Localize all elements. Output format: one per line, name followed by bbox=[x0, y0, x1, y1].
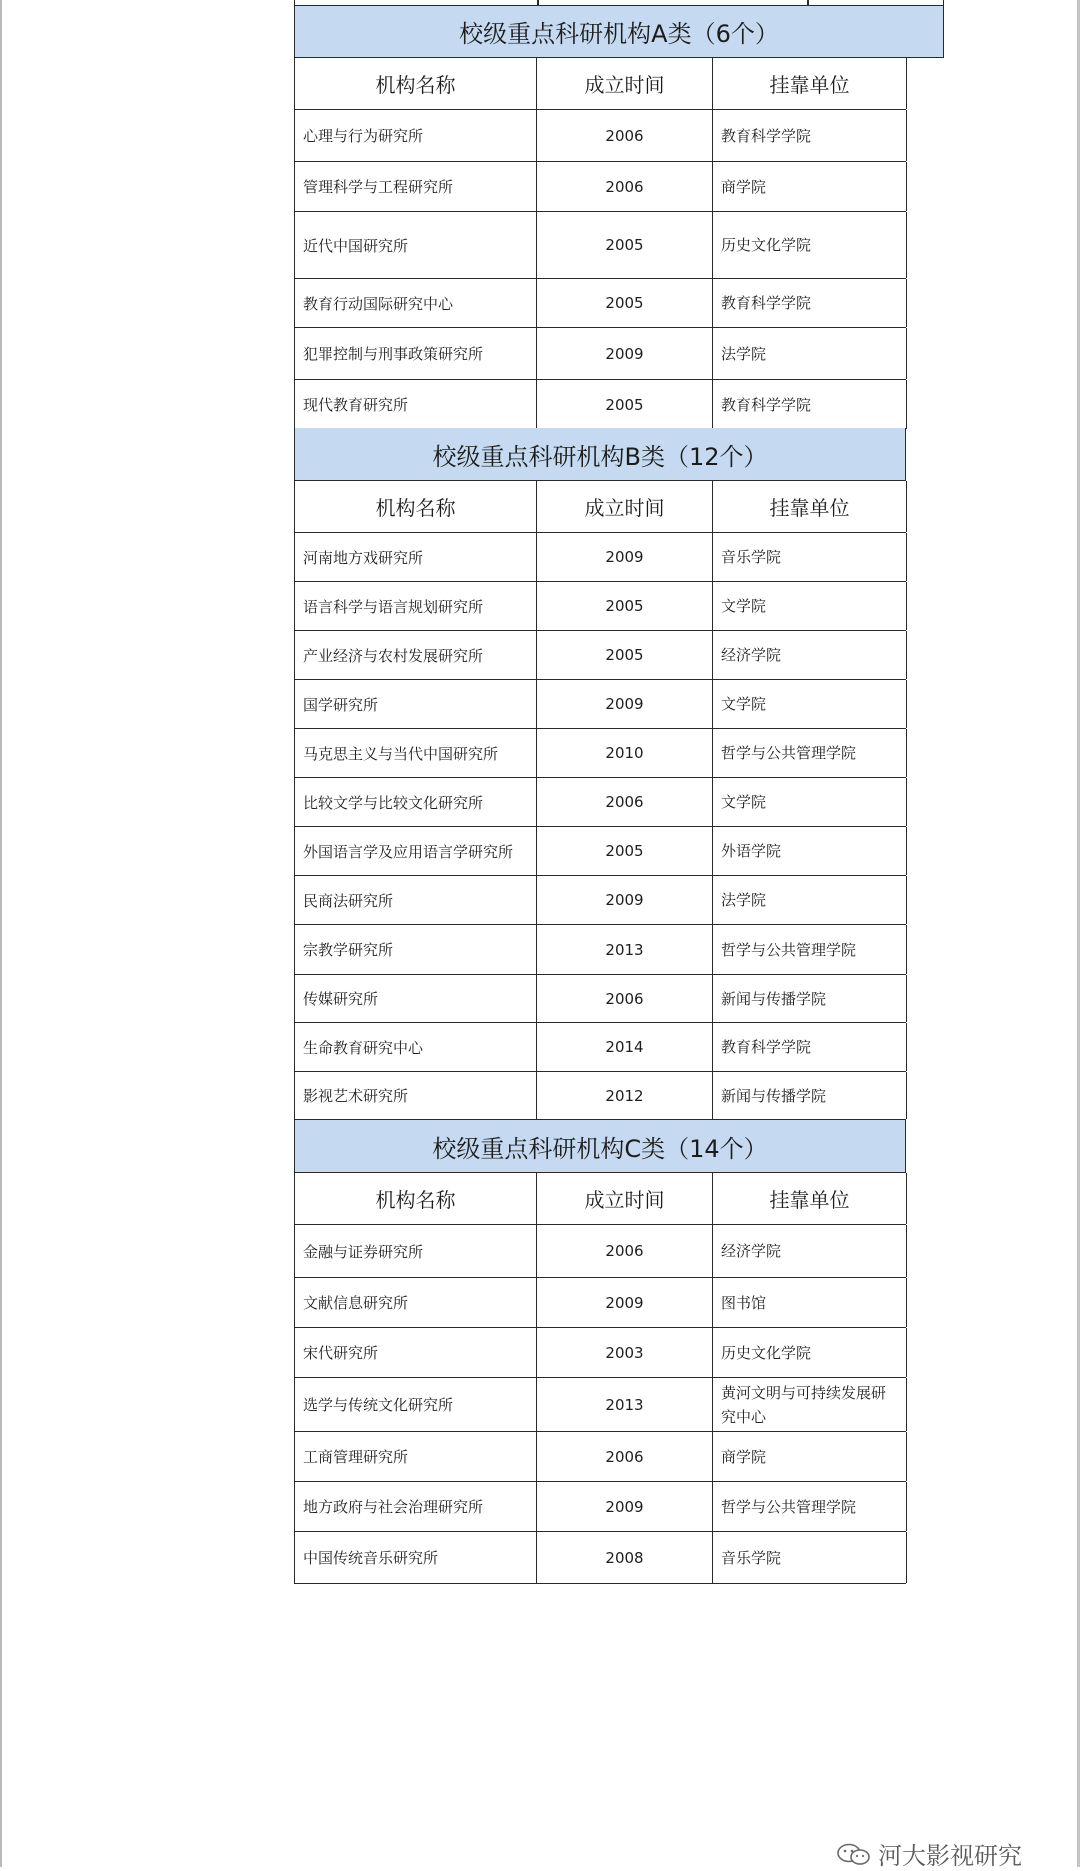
affiliated-unit: 历史文化学院 bbox=[713, 212, 907, 278]
affiliated-unit: 图书馆 bbox=[713, 1278, 907, 1327]
institute-name: 中国传统音乐研究所 bbox=[295, 1532, 537, 1583]
affiliated-unit: 法学院 bbox=[713, 328, 907, 379]
affiliated-unit: 法学院 bbox=[713, 876, 907, 924]
affiliated-unit: 教育科学学院 bbox=[713, 380, 907, 429]
institute-name: 文献信息研究所 bbox=[295, 1278, 537, 1327]
table-row bbox=[294, 1482, 906, 1532]
section-title: 校级重点科研机构B类（12个） bbox=[294, 428, 906, 481]
header-year: 成立时间 bbox=[537, 481, 713, 532]
institute-name: 国学研究所 bbox=[295, 680, 537, 728]
table-row bbox=[294, 1432, 906, 1482]
institute-name: 产业经济与农村发展研究所 bbox=[295, 631, 537, 679]
founded-year: 2009 bbox=[537, 1482, 713, 1531]
affiliated-unit: 音乐学院 bbox=[713, 1532, 907, 1583]
affiliated-unit: 教育科学学院 bbox=[713, 279, 907, 327]
founded-year: 2006 bbox=[537, 110, 713, 161]
institute-name: 近代中国研究所 bbox=[295, 212, 537, 278]
founded-year: 2006 bbox=[537, 1225, 713, 1277]
founded-year: 2009 bbox=[537, 680, 713, 728]
affiliated-unit: 文学院 bbox=[713, 582, 907, 630]
affiliated-unit: 哲学与公共管理学院 bbox=[713, 729, 907, 777]
table-row bbox=[294, 1278, 906, 1328]
founded-year: 2009 bbox=[537, 533, 713, 581]
affiliated-unit: 历史文化学院 bbox=[713, 1328, 907, 1377]
founded-year: 2006 bbox=[537, 975, 713, 1022]
institute-name: 生命教育研究中心 bbox=[295, 1023, 537, 1071]
institute-name: 金融与证券研究所 bbox=[295, 1225, 537, 1277]
institute-name: 宋代研究所 bbox=[295, 1328, 537, 1377]
founded-year: 2009 bbox=[537, 876, 713, 924]
table-row bbox=[294, 582, 906, 631]
institute-name: 外国语言学及应用语言学研究所 bbox=[295, 827, 537, 875]
founded-year: 2005 bbox=[537, 380, 713, 429]
table-row bbox=[294, 162, 906, 212]
table-row bbox=[294, 1225, 906, 1278]
table-row bbox=[294, 533, 906, 582]
watermark bbox=[836, 1836, 1022, 1871]
founded-year: 2013 bbox=[537, 925, 713, 974]
affiliated-unit: 音乐学院 bbox=[713, 533, 907, 581]
table-row bbox=[294, 1378, 906, 1432]
founded-year: 2003 bbox=[537, 1328, 713, 1377]
affiliated-unit: 经济学院 bbox=[713, 1225, 907, 1277]
affiliated-unit: 文学院 bbox=[713, 680, 907, 728]
institute-name: 传媒研究所 bbox=[295, 975, 537, 1022]
table-row bbox=[294, 1072, 906, 1120]
founded-year: 2010 bbox=[537, 729, 713, 777]
institute-name: 比较文学与比较文化研究所 bbox=[295, 778, 537, 826]
watermark-text: 河大影视研究 bbox=[878, 1842, 1022, 1870]
table-row bbox=[294, 680, 906, 729]
table-row bbox=[294, 380, 906, 430]
founded-year: 2014 bbox=[537, 1023, 713, 1071]
page-left-edge bbox=[0, 0, 2, 1867]
column-header-row bbox=[294, 481, 906, 533]
table-row bbox=[294, 925, 906, 975]
affiliated-unit: 商学院 bbox=[713, 1432, 907, 1481]
header-year: 成立时间 bbox=[537, 1173, 713, 1224]
table-row bbox=[294, 876, 906, 925]
founded-year: 2005 bbox=[537, 212, 713, 278]
wechat-icon bbox=[836, 1842, 872, 1866]
founded-year: 2006 bbox=[537, 778, 713, 826]
institute-name: 地方政府与社会治理研究所 bbox=[295, 1482, 537, 1531]
institute-name: 民商法研究所 bbox=[295, 876, 537, 924]
table-row bbox=[294, 328, 906, 380]
founded-year: 2008 bbox=[537, 1532, 713, 1583]
affiliated-unit: 文学院 bbox=[713, 778, 907, 826]
affiliated-unit: 经济学院 bbox=[713, 631, 907, 679]
affiliated-unit: 外语学院 bbox=[713, 827, 907, 875]
affiliated-unit: 商学院 bbox=[713, 162, 907, 211]
header-year: 成立时间 bbox=[537, 58, 713, 109]
affiliated-unit: 新闻与传播学院 bbox=[713, 975, 907, 1022]
header-unit: 挂靠单位 bbox=[713, 1173, 907, 1224]
institute-name: 管理科学与工程研究所 bbox=[295, 162, 537, 211]
affiliated-unit: 教育科学学院 bbox=[713, 1023, 907, 1071]
institute-name: 宗教学研究所 bbox=[295, 925, 537, 974]
column-header-row bbox=[294, 58, 906, 110]
founded-year: 2009 bbox=[537, 328, 713, 379]
affiliated-unit: 新闻与传播学院 bbox=[713, 1072, 907, 1119]
table-row bbox=[294, 110, 906, 162]
table-row bbox=[294, 631, 906, 680]
affiliated-unit: 黄河文明与可持续发展研究中心 bbox=[713, 1378, 907, 1431]
affiliated-unit: 教育科学学院 bbox=[713, 110, 907, 161]
header-unit: 挂靠单位 bbox=[713, 481, 907, 532]
table-row bbox=[294, 1328, 906, 1378]
institute-name: 犯罪控制与刑事政策研究所 bbox=[295, 328, 537, 379]
founded-year: 2012 bbox=[537, 1072, 713, 1119]
table-row bbox=[294, 778, 906, 827]
founded-year: 2005 bbox=[537, 631, 713, 679]
institute-name: 教育行动国际研究中心 bbox=[295, 279, 537, 327]
section-title: 校级重点科研机构A类（6个） bbox=[294, 5, 944, 58]
affiliated-unit: 哲学与公共管理学院 bbox=[713, 925, 907, 974]
institute-name: 现代教育研究所 bbox=[295, 380, 537, 429]
institute-name: 工商管理研究所 bbox=[295, 1432, 537, 1481]
institute-name: 选学与传统文化研究所 bbox=[295, 1378, 537, 1431]
header-name: 机构名称 bbox=[295, 481, 537, 532]
table-row bbox=[294, 279, 906, 328]
founded-year: 2006 bbox=[537, 1432, 713, 1481]
table-row bbox=[294, 827, 906, 876]
header-name: 机构名称 bbox=[295, 58, 537, 109]
institute-name: 影视艺术研究所 bbox=[295, 1072, 537, 1119]
header-unit: 挂靠单位 bbox=[713, 58, 907, 109]
founded-year: 2005 bbox=[537, 279, 713, 327]
founded-year: 2013 bbox=[537, 1378, 713, 1431]
table-row bbox=[294, 212, 906, 279]
affiliated-unit: 哲学与公共管理学院 bbox=[713, 1482, 907, 1531]
founded-year: 2009 bbox=[537, 1278, 713, 1327]
founded-year: 2006 bbox=[537, 162, 713, 211]
column-header-row bbox=[294, 1173, 906, 1225]
founded-year: 2005 bbox=[537, 827, 713, 875]
table-row bbox=[294, 975, 906, 1023]
table-row bbox=[294, 1023, 906, 1072]
table-row bbox=[294, 729, 906, 778]
founded-year: 2005 bbox=[537, 582, 713, 630]
table-row bbox=[294, 1532, 906, 1584]
institute-name: 马克思主义与当代中国研究所 bbox=[295, 729, 537, 777]
header-name: 机构名称 bbox=[295, 1173, 537, 1224]
institute-name: 心理与行为研究所 bbox=[295, 110, 537, 161]
institute-name: 语言科学与语言规划研究所 bbox=[295, 582, 537, 630]
section-title: 校级重点科研机构C类（14个） bbox=[294, 1120, 906, 1173]
institute-name: 河南地方戏研究所 bbox=[295, 533, 537, 581]
